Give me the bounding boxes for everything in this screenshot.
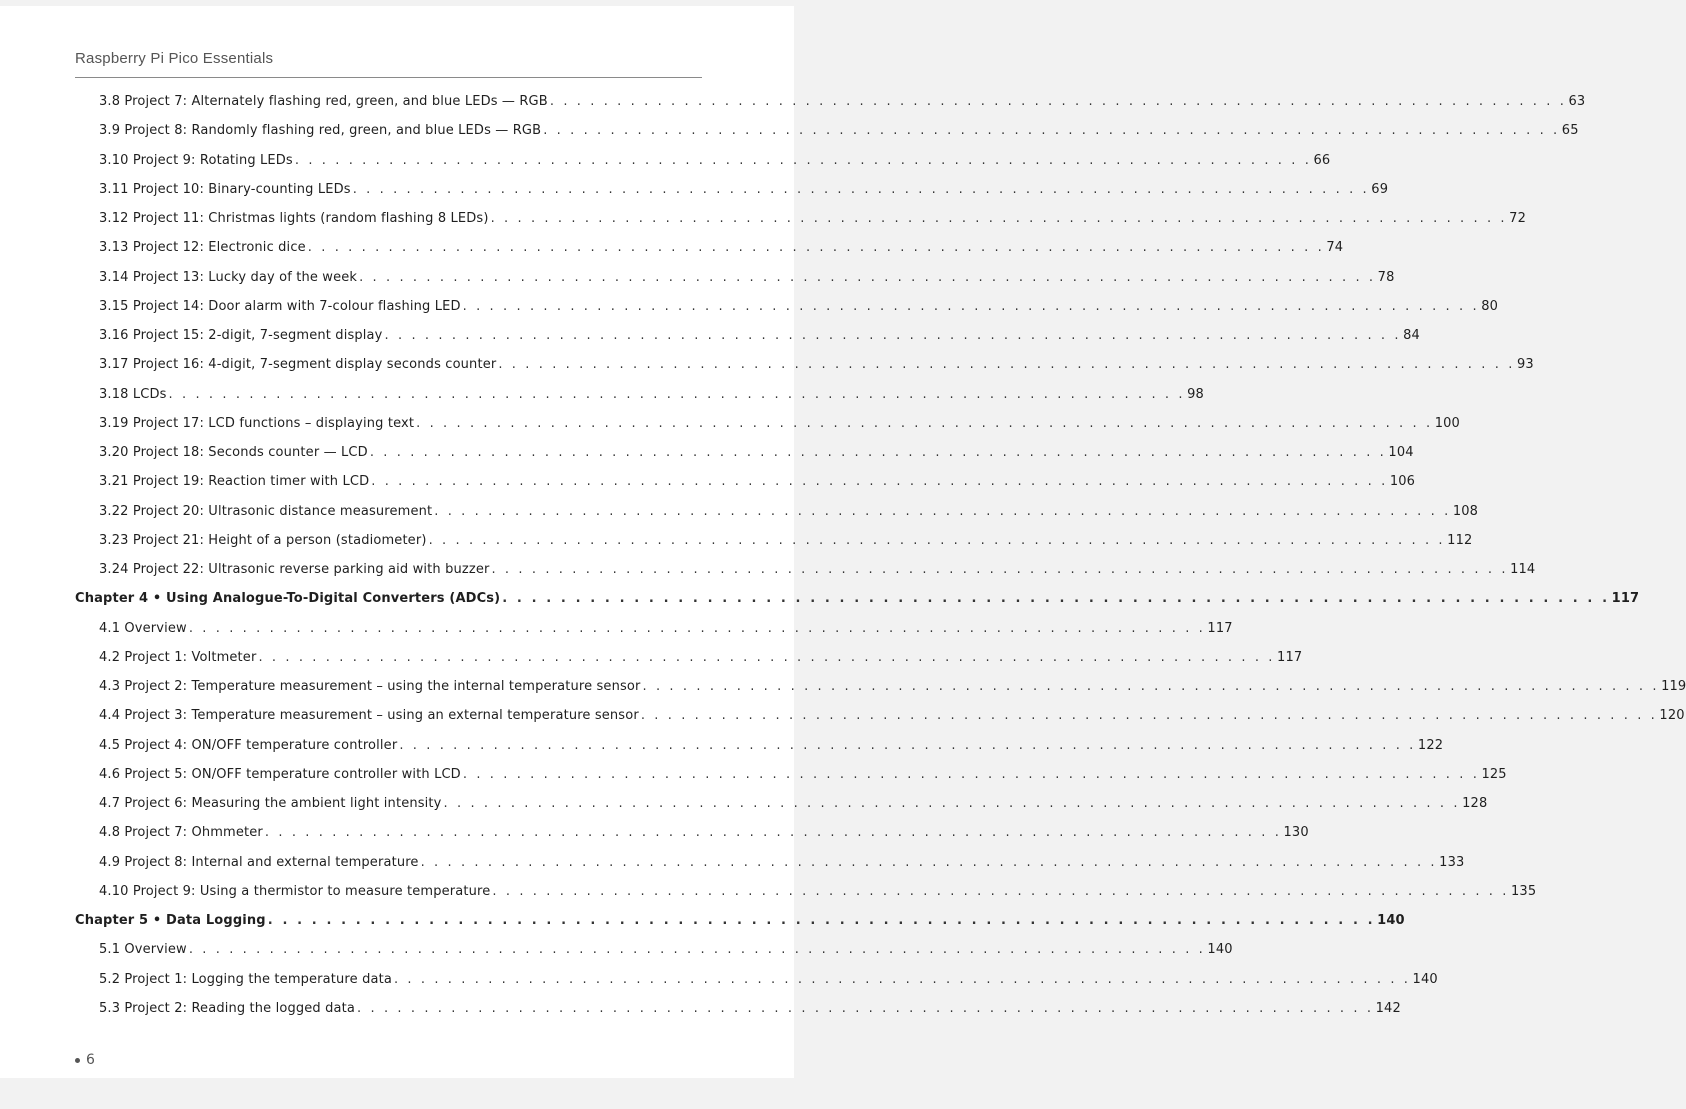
toc-dot-leader: . . . . . . . . . . . . . . . . . . . . . . . . . . . . . . . . . . . . . . . . . . . . . . . . . . . . . . . . . . . . . . . . . . . . . . . . . . . . xyxy=(420,854,1438,870)
toc-entry[interactable] xyxy=(99,942,1233,962)
toc-entry-page: 65 xyxy=(1561,123,1579,139)
toc-entry[interactable] xyxy=(99,854,1465,875)
toc-entry-title: 3.14 Project 13: Lucky day of the week xyxy=(99,269,358,285)
toc-entry[interactable] xyxy=(99,679,1686,699)
toc-entry[interactable] xyxy=(99,94,1586,114)
toc-entry[interactable] xyxy=(99,562,1536,582)
toc-entry-page: 84 xyxy=(1403,328,1420,343)
toc-entry-page: 140 xyxy=(1412,971,1438,987)
toc-entry[interactable] xyxy=(99,796,1488,816)
toc-dot-leader: . . . . . . . . . . . . . . . . . . . . . . . . . . . . . . . . . . . . . . . . . . . . . . . . . . . . . . . . . . . . . . . . . . . . . . . . . . . . xyxy=(416,415,1433,431)
toc-entry-page: 108 xyxy=(1452,503,1479,519)
toc-entry-page: 117 xyxy=(1277,649,1303,665)
toc-entry-page: 117 xyxy=(1611,591,1640,607)
toc-dot-leader: . . . . . . . . . . . . . . . . . . . . . . . . . . . . . . . . . . . . . . . . . . . . . . . . . . . . . . . . . . . . . . . . . . . . . . . . . . . . xyxy=(359,269,1376,285)
document-page xyxy=(0,6,1686,1078)
toc-dot-leader: . . . . . . . . . . . . . . . . . . . . . . . . . . . . . . . . . . . . . . . . . . . . . . . . . . . . . . . . . . . . . . . . . . . . . . . . . . . . xyxy=(352,181,1370,197)
toc-entry-page: 78 xyxy=(1377,269,1395,285)
toc-entry-title: 4.5 Project 4: ON/OFF temperature controller xyxy=(99,737,398,753)
toc-entry-title: 4.9 Project 8: Internal and external temperature xyxy=(99,854,419,870)
toc-entry-page: 66 xyxy=(1313,152,1331,168)
toc-dot-leader: . . . . . . . . . . . . . . . . . . . . . . . . . . . . . . . . . . . . . . . . . . . . . . . . . . . . . . . . . . . . . . . . . . . . . . . . . . . . xyxy=(640,708,1658,724)
toc-dot-leader: . . . . . . . . . . . . . . . . . . . . . . . . . . . . . . . . . . . . . . . . . . . . . . . . . . . . . . . . . . . . . . . . . . . . . . . . . . . . xyxy=(188,942,1206,958)
toc-entry[interactable] xyxy=(99,737,1444,758)
toc-dot-leader: . . . . . . . . . . . . . . . . . . . . . . . . . . . . . . . . . . . . . . . . . . . . . . . . . . . . . . . . . . . . . . . . . . . . . . . . . . . . xyxy=(369,445,1387,460)
toc-entry[interactable] xyxy=(99,708,1685,728)
toc-entry-page: 125 xyxy=(1481,766,1507,782)
toc-entry-page: 120 xyxy=(1659,708,1685,724)
toc-entry[interactable] xyxy=(99,415,1460,436)
toc-entry[interactable] xyxy=(99,532,1473,553)
toc-entry[interactable] xyxy=(99,1000,1401,1021)
toc-dot-leader: . . . . . . . . . . . . . . . . . . . . . . . . . . . . . . . . . . . . . . . . . . . . . . . . . . . . . . . . . . . . . . . . . . . . . . . . . . . . xyxy=(491,562,1509,577)
toc-entry-page: 140 xyxy=(1207,942,1233,958)
toc-dot-leader: . . . . . . . . . . . . . . . . . . . . . . . . . . . . . . . . . . . . . . . . . . . . . . . . . . . . . . . . . . . . . . . . . . . . . . . . . . . . xyxy=(384,328,1402,343)
toc-entry-title: 3.8 Project 7: Alternately flashing red, green, and blue LEDs — RGB xyxy=(99,94,548,109)
toc-entry-title: 5.3 Project 2: Reading the logged data xyxy=(99,1000,356,1016)
toc-entry-page: 100 xyxy=(1434,415,1460,431)
toc-entry-title: 3.19 Project 17: LCD functions – displaying text xyxy=(99,415,415,431)
toc-dot-leader: . . . . . . . . . . . . . . . . . . . . . . . . . . . . . . . . . . . . . . . . . . . . . . . . . . . . . . . . . . . . . . . . . . . . . . . . . . . . xyxy=(393,971,1411,987)
toc-entry[interactable] xyxy=(99,386,1204,407)
toc-entry-title: 3.24 Project 22: Ultrasonic reverse parking aid with buzzer xyxy=(99,562,490,577)
toc-dot-leader: . . . . . . . . . . . . . . . . . . . . . . . . . . . . . . . . . . . . . . . . . . . . . . . . . . . . . . . . . . . . . . . . . . . . . . . . . . . . xyxy=(642,679,1660,694)
toc-dot-leader: . . . . . . . . . . . . . . . . . . . . . . . . . . . . . . . . . . . . . . . . . . . . . . . . . . . . . . . . . . . . . . . . . . . . . . . . . . . . xyxy=(490,211,1508,226)
toc-entry-page: 69 xyxy=(1371,181,1389,197)
toc-dot-leader: . . . . . . . . . . . . . . . . . . . . . . . . . . . . . . . . . . . . . . . . . . . . . . . . . . . . . . . . . . . . . . . . . . . . . . . . . . . . xyxy=(357,1000,1374,1016)
toc-entry-title: Chapter 5 • Data Logging xyxy=(75,913,266,928)
toc-entry-page: 135 xyxy=(1511,883,1537,899)
toc-entry-title: 3.15 Project 14: Door alarm with 7-colour flashing LED xyxy=(99,298,461,314)
toc-entry-title: 4.8 Project 7: Ohmmeter xyxy=(99,825,263,841)
toc-entry-title: 4.7 Project 6: Measuring the ambient light intensity xyxy=(99,796,442,811)
toc-dot-leader: . . . . . . . . . . . . . . . . . . . . . . . . . . . . . . . . . . . . . . . . . . . . . . . . . . . . . . . . . . . . . . . . . . . . . . . . . . . . xyxy=(543,123,1560,139)
toc-dot-leader: . . . . . . . . . . . . . . . . . . . . . . . . . . . . . . . . . . . . . . . . . . . . . . . . . . . . . . . . . . . . . . . . . . . . . . . . . . . . xyxy=(371,474,1388,490)
toc-entry-page: 74 xyxy=(1326,240,1344,256)
bullet-icon xyxy=(75,1058,80,1063)
toc-entry[interactable] xyxy=(99,240,1344,260)
toc-entry-title: 4.4 Project 3: Temperature measurement – using an external temperature sensor xyxy=(99,708,639,724)
toc-entry-page: 106 xyxy=(1389,474,1416,490)
toc-entry-title: 3.23 Project 21: Height of a person (stadiometer) xyxy=(99,532,427,548)
toc-entry-page: 119 xyxy=(1661,679,1686,694)
toc-dot-leader: . . . . . . . . . . . . . . . . . . . . . . . . . . . . . . . . . . . . . . . . . . . . . . . . . . . . . . . . . . . . . . . . . . . . . . . . . . . . xyxy=(307,240,1325,256)
toc-dot-leader: . . . . . . . . . . . . . . . . . . . . . . . . . . . . . . . . . . . . . . . . . . . . . . . . . . . . . . . . . . . . . . . . . . . . . . . . . . . . xyxy=(462,766,1480,782)
toc-entry-title: 4.2 Project 1: Voltmeter xyxy=(99,649,257,665)
toc-entry-title: 3.16 Project 15: 2-digit, 7-segment display xyxy=(99,328,383,343)
toc-entry[interactable] xyxy=(99,971,1438,992)
toc-dot-leader: . . . . . . . . . . . . . . . . . . . . . . . . . . . . . . . . . . . . . . . . . . . . . . . . . . . . . . . . . . . . . . . . . . . . . . . . . . . . xyxy=(267,913,1376,928)
toc-dot-leader: . . . . . . . . . . . . . . . . . . . . . . . . . . . . . . . . . . . . . . . . . . . . . . . . . . . . . . . . . . . . . . . . . . . . . . . . . . . . xyxy=(434,503,1451,519)
toc-entry[interactable] xyxy=(99,298,1499,319)
toc-entry-page: 130 xyxy=(1283,825,1309,841)
toc-chapter-entry[interactable] xyxy=(75,591,1640,611)
toc-entry-page: 133 xyxy=(1439,854,1465,870)
toc-entry-title: 3.18 LCDs xyxy=(99,386,167,402)
toc-dot-leader: . . . . . . . . . . . . . . . . . . . . . . . . . . . . . . . . . . . . . . . . . . . . . . . . . . . . . . . . . . . . . . . . . . . . . . . . . . . . xyxy=(443,796,1461,811)
toc-entry-title: 4.6 Project 5: ON/OFF temperature controller with LCD xyxy=(99,766,461,782)
toc-entry-title: 5.2 Project 1: Logging the temperature data xyxy=(99,971,392,987)
toc-entry-title: 3.12 Project 11: Christmas lights (random flashing 8 LEDs) xyxy=(99,211,489,226)
toc-entry-page: 104 xyxy=(1388,445,1414,460)
toc-entry-title: 4.10 Project 9: Using a thermistor to measure temperature xyxy=(99,883,491,899)
toc-entry-title: 4.1 Overview xyxy=(99,620,187,636)
toc-entry-title: 3.17 Project 16: 4-digit, 7-segment display seconds counter xyxy=(99,357,497,373)
toc-entry-page: 128 xyxy=(1462,796,1488,811)
toc-entry[interactable] xyxy=(99,328,1420,348)
toc-entry-title: 3.10 Project 9: Rotating LEDs xyxy=(99,152,293,168)
toc-dot-leader: . . . . . . . . . . . . . . . . . . . . . . . . . . . . . . . . . . . . . . . . . . . . . . . . . . . . . . . . . . . . . . . . . . . . . . . . . . . . xyxy=(258,649,1276,665)
toc-dot-leader: . . . . . . . . . . . . . . . . . . . . . . . . . . . . . . . . . . . . . . . . . . . . . . . . . . . . . . . . . . . . . . . . . . . . . . . . . . . . xyxy=(399,737,1416,753)
toc-entry[interactable] xyxy=(99,883,1537,904)
toc-entry-page: 80 xyxy=(1481,298,1499,314)
toc-entry[interactable] xyxy=(99,152,1331,173)
toc-entry-page: 63 xyxy=(1568,94,1586,109)
toc-entry[interactable] xyxy=(99,649,1303,670)
toc-entry-title: Chapter 4 • Using Analogue-To-Digital Converters (ADCs) xyxy=(75,591,501,607)
running-header: Raspberry Pi Pico Essentials xyxy=(75,50,702,78)
toc-entry-page: 117 xyxy=(1207,620,1233,636)
toc-entry-page: 93 xyxy=(1516,357,1534,373)
toc-entry-page: 98 xyxy=(1187,386,1204,402)
toc-entry-title: 3.20 Project 18: Seconds counter — LCD xyxy=(99,445,368,460)
toc-entry[interactable] xyxy=(99,474,1416,494)
toc-entry[interactable] xyxy=(99,211,1527,231)
toc-entry[interactable] xyxy=(99,357,1534,377)
toc-entry[interactable] xyxy=(99,123,1579,143)
toc-entry-page: 114 xyxy=(1510,562,1536,577)
toc-entry-title: 3.13 Project 12: Electronic dice xyxy=(99,240,306,256)
toc-dot-leader: . . . . . . . . . . . . . . . . . . . . . . . . . . . . . . . . . . . . . . . . . . . . . . . . . . . . . . . . . . . . . . . . . . . . . . . . . . . . xyxy=(264,825,1282,841)
page-footer xyxy=(75,1052,95,1068)
toc-entry[interactable] xyxy=(99,620,1233,641)
toc-dot-leader: . . . . . . . . . . . . . . . . . . . . . . . . . . . . . . . . . . . . . . . . . . . . . . . . . . . . . . . . . . . . . . . . . . . . . . . . . . . . xyxy=(462,298,1480,314)
toc-dot-leader: . . . . . . . . . . . . . . . . . . . . . . . . . . . . . . . . . . . . . . . . . . . . . . . . . . . . . . . . . . . . . . . . . . . . . . . . . . . . xyxy=(294,152,1312,168)
toc-entry-page: 142 xyxy=(1375,1000,1401,1016)
toc-dot-leader: . . . . . . . . . . . . . . . . . . . . . . . . . . . . . . . . . . . . . . . . . . . . . . . . . . . . . . . . . . . . . . . . . . . . . . . . . . . . xyxy=(188,620,1206,636)
toc-dot-leader: . . . . . . . . . . . . . . . . . . . . . . . . . . . . . . . . . . . . . . . . . . . . . . . . . . . . . . . . . . . . . . . . . . . . . . . . . . . . xyxy=(492,883,1509,899)
toc-entry-page: 112 xyxy=(1447,532,1473,548)
toc-dot-leader: . . . . . . . . . . . . . . . . . . . . . . . . . . . . . . . . . . . . . . . . . . . . . . . . . . . . . . . . . . . . . . . . . . . . . . . . . . . . xyxy=(502,591,1610,607)
toc-dot-leader: . . . . . . . . . . . . . . . . . . . . . . . . . . . . . . . . . . . . . . . . . . . . . . . . . . . . . . . . . . . . . . . . . . . . . . . . . . . . xyxy=(168,386,1186,402)
page-number: 6 xyxy=(86,1052,95,1068)
toc-dot-leader: . . . . . . . . . . . . . . . . . . . . . . . . . . . . . . . . . . . . . . . . . . . . . . . . . . . . . . . . . . . . . . . . . . . . . . . . . . . . xyxy=(498,357,1515,373)
toc-entry-page: 122 xyxy=(1417,737,1444,753)
toc-chapter-entry[interactable] xyxy=(75,913,1405,933)
toc-entry-title: 4.3 Project 2: Temperature measurement – using the internal temperature sensor xyxy=(99,679,641,694)
toc-entry[interactable] xyxy=(99,825,1309,845)
toc-entry[interactable] xyxy=(99,503,1479,524)
toc-entry[interactable] xyxy=(99,766,1507,787)
toc-dot-leader: . . . . . . . . . . . . . . . . . . . . . . . . . . . . . . . . . . . . . . . . . . . . . . . . . . . . . . . . . . . . . . . . . . . . . . . . . . . . xyxy=(549,94,1567,109)
toc-entry-title: 3.9 Project 8: Randomly flashing red, green, and blue LEDs — RGB xyxy=(99,123,542,139)
toc-entry-title: 3.22 Project 20: Ultrasonic distance measurement xyxy=(99,503,433,519)
toc-entry[interactable] xyxy=(99,181,1389,202)
toc-dot-leader: . . . . . . . . . . . . . . . . . . . . . . . . . . . . . . . . . . . . . . . . . . . . . . . . . . . . . . . . . . . . . . . . . . . . . . . . . . . . xyxy=(428,532,1446,548)
toc-entry[interactable] xyxy=(99,269,1395,290)
toc-entry-title: 3.21 Project 19: Reaction timer with LCD xyxy=(99,474,370,490)
toc-entry-title: 5.1 Overview xyxy=(99,942,187,958)
toc-entry-page: 72 xyxy=(1509,211,1527,226)
toc-entry-page: 140 xyxy=(1377,913,1405,928)
toc-entry-title: 3.11 Project 10: Binary-counting LEDs xyxy=(99,181,351,197)
toc-entry[interactable] xyxy=(99,445,1414,465)
